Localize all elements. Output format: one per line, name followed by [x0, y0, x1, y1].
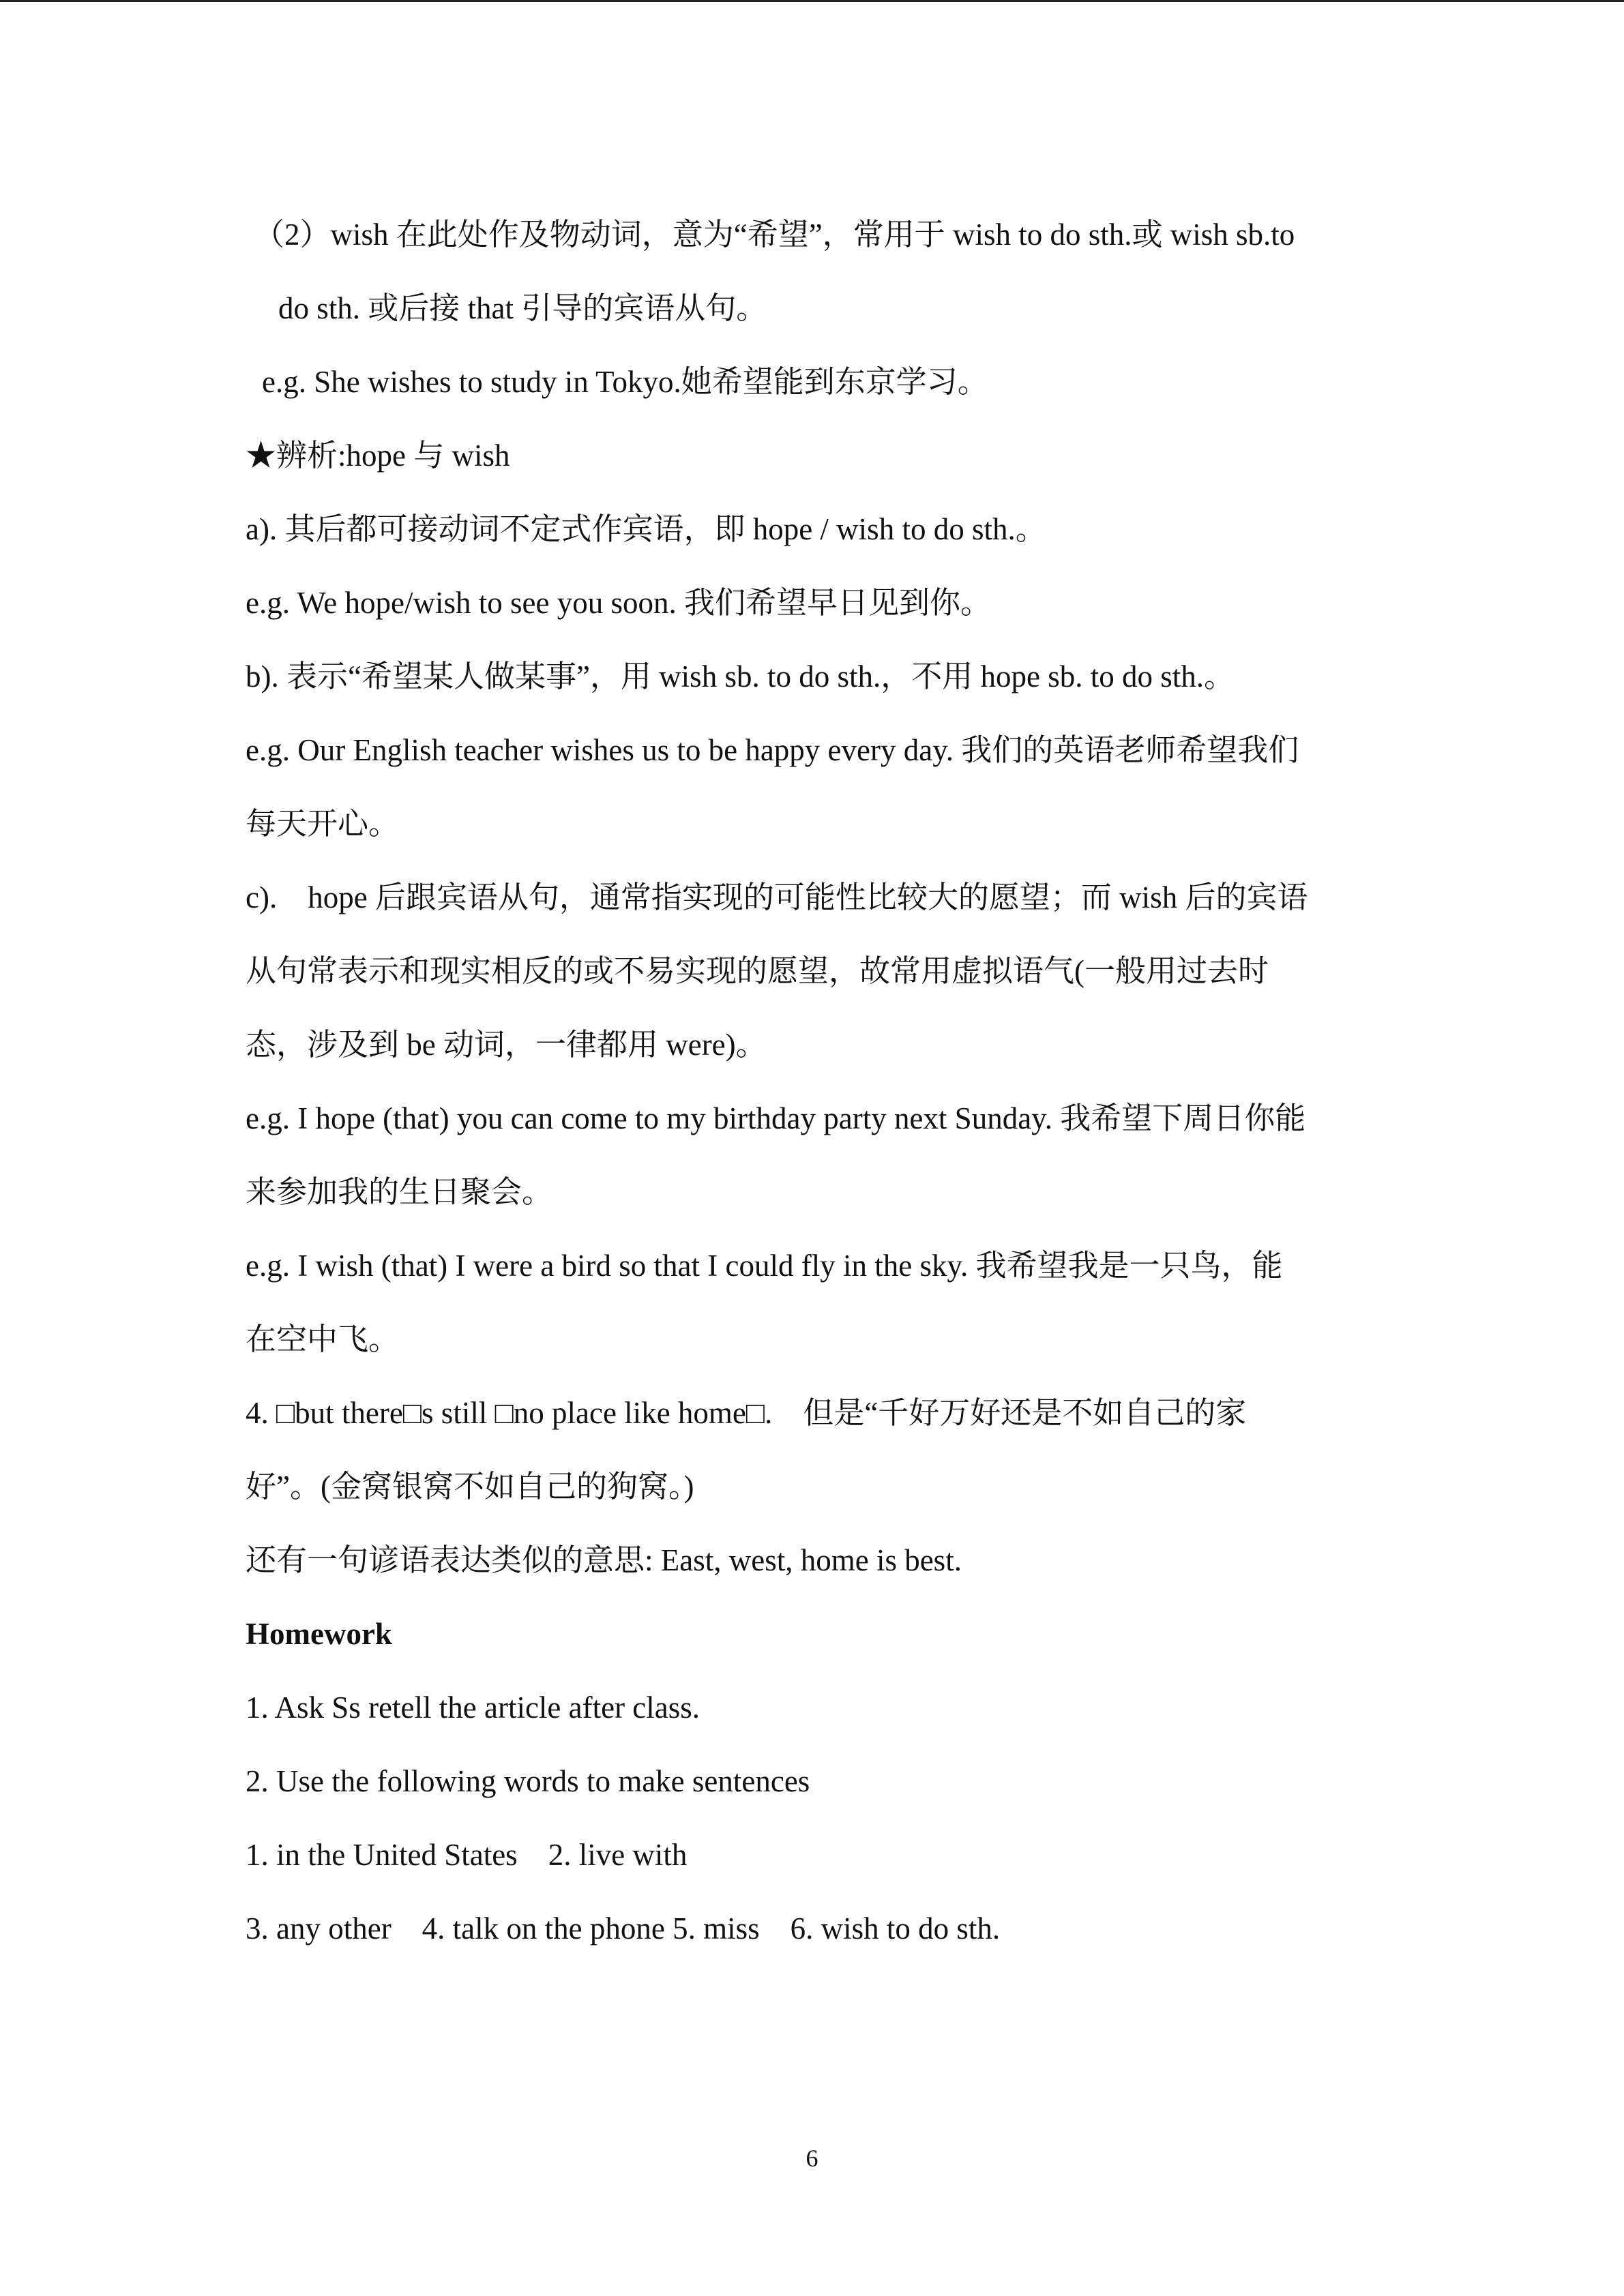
- text-line-proverb: 还有一句谚语表达类似的意思: East, west, home is best.: [246, 1543, 962, 1577]
- text-line-example-see-you: e.g. We hope/wish to see you soon. 我们希望早日见到你。: [246, 586, 991, 620]
- homework-item-2: 2. Use the following words to make sentences: [246, 1764, 810, 1798]
- text-line-example-teacher: e.g. Our English teacher wishes us to be happy every day. 我们的英语老师希望我们: [246, 733, 1299, 767]
- text-line-point-c-cont: 从句常表示和现实相反的或不易实现的愿望，故常用虚拟语气(一般用过去时: [246, 954, 1269, 988]
- text-line-wish-definition: （2）wish 在此处作及物动词，意为“希望”，常用于 wish to do sth.或 wish sb.to: [254, 218, 1295, 252]
- text-line-hope-vs-wish-heading: ★辨析:hope 与 wish: [246, 438, 510, 473]
- text-line-example-bird: e.g. I wish (that) I were a bird so that I could fly in the sky. 我希望我是一只鸟，能: [246, 1249, 1283, 1283]
- text-line-example-birthday: e.g. I hope (that) you can come to my birthday party next Sunday. 我希望下周日你能: [246, 1101, 1306, 1135]
- text-line-example-teacher-cont: 每天开心。: [246, 807, 400, 841]
- homework-words-line-2: 3. any other 4. talk on the phone 5. miss 6. wish to do sth.: [246, 1911, 1001, 1945]
- text-line-point-a: a). 其后都可接动词不定式作宾语，即 hope / wish to do sth.。: [246, 512, 1046, 546]
- text-line-example-tokyo: e.g. She wishes to study in Tokyo.她希望能到东京学习。: [262, 365, 988, 399]
- homework-heading: Homework: [246, 1617, 392, 1651]
- text-line-wish-definition-cont: do sth. 或后接 that 引导的宾语从句。: [278, 291, 767, 325]
- text-line-point-c-end: 态，涉及到 be 动词，一律都用 were)。: [246, 1028, 767, 1062]
- text-line-example-birthday-cont: 来参加我的生日聚会。: [246, 1175, 553, 1209]
- homework-item-1: 1. Ask Ss retell the article after class.: [246, 1690, 700, 1725]
- homework-words-line-1: 1. in the United States 2. live with: [246, 1838, 688, 1872]
- text-line-item-4-cont: 好”。(金窝银窝不如自己的狗窝。): [246, 1470, 694, 1504]
- text-line-example-bird-cont: 在空中飞。: [246, 1322, 400, 1356]
- page-number: 6: [806, 2145, 818, 2172]
- text-line-point-b: b). 表示“希望某人做某事”，用 wish sb. to do sth.，不用 hope sb. to do sth.。: [246, 659, 1235, 694]
- text-line-item-4-home: 4. □but there□s still □no place like home□. 但是“千好万好还是不如自己的家: [246, 1396, 1247, 1430]
- text-line-point-c: c). hope 后跟宾语从句，通常指实现的可能性比较大的愿望；而 wish 后的宾语: [246, 880, 1308, 914]
